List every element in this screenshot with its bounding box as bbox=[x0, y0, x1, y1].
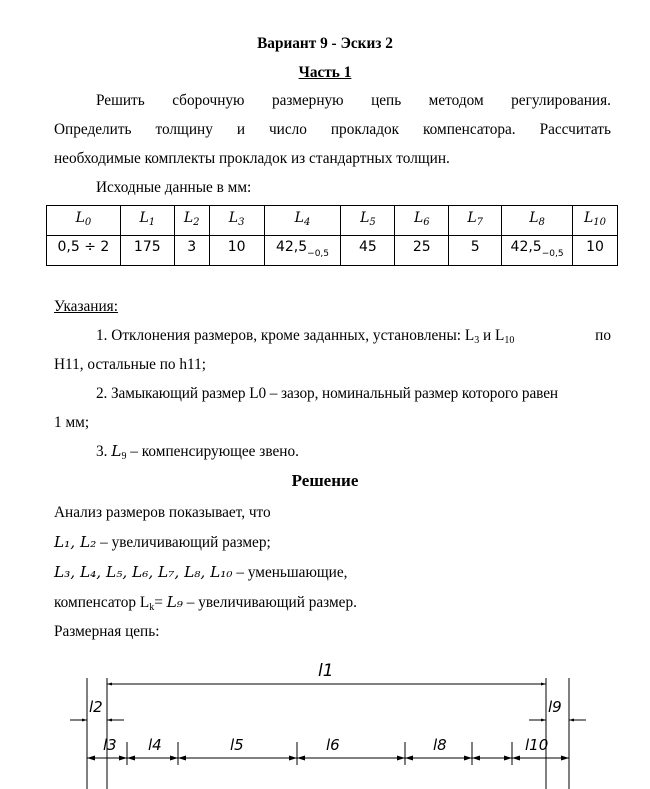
table-value-cell bbox=[573, 236, 618, 266]
instructions-heading: Указания: bbox=[54, 298, 118, 315]
task-line-1-word: цепь bbox=[371, 92, 402, 109]
header-symbol: L bbox=[413, 210, 424, 226]
header-subscript: 5 bbox=[369, 217, 376, 228]
task-line-2-word: Рассчитать bbox=[539, 121, 611, 138]
header-subscript: 7 bbox=[476, 217, 483, 228]
task-line-2 bbox=[54, 120, 611, 139]
header-subscript: 1 bbox=[148, 217, 156, 228]
data-intro: Исходные данные в мм: bbox=[96, 179, 252, 196]
instruction-1-part-b: и L bbox=[479, 327, 505, 344]
task-line-1-word: Решить bbox=[96, 92, 145, 109]
compensator-symbol: L₉ bbox=[166, 593, 183, 611]
instruction-1-line-2: H11, остальные по h11; bbox=[54, 356, 207, 373]
compensator-line bbox=[54, 593, 357, 617]
decreasing-symbols: L₃, L₄, L₅, L₆, L₇, L₈, L₁₀ bbox=[54, 563, 233, 581]
task-line-1-word: размерную bbox=[271, 92, 344, 109]
value-main: 42,5 bbox=[510, 239, 542, 255]
header-symbol: L bbox=[529, 210, 539, 226]
table-header-cell bbox=[395, 206, 449, 236]
header-subscript: 6 bbox=[423, 217, 430, 228]
instruction-1-part-a: 1. Отклонения размеров, кроме заданных, установлены: L bbox=[96, 327, 475, 344]
instruction-1-text bbox=[96, 326, 514, 350]
header-subscript: 2 bbox=[193, 217, 200, 228]
header-subscript: 0 bbox=[84, 217, 92, 228]
value-main: 45 bbox=[358, 239, 377, 255]
value-main: 10 bbox=[227, 239, 246, 255]
header-subscript: 8 bbox=[538, 217, 545, 228]
value-main: 42,5 bbox=[275, 239, 308, 255]
instruction-3-symbol: L bbox=[111, 442, 122, 460]
analysis-text: Анализ размеров показывает, что bbox=[54, 504, 271, 521]
table-value-cell bbox=[395, 236, 449, 266]
table-values-row bbox=[47, 236, 618, 266]
table-header-cell bbox=[502, 206, 573, 236]
instruction-2-line-1: 2. Замыкающий размер L0 – зазор, номинальный размер которого равен bbox=[96, 385, 558, 402]
header-symbol: L bbox=[75, 210, 85, 226]
solution-heading: Решение bbox=[291, 471, 359, 490]
instruction-3-prefix: 3. bbox=[96, 443, 112, 460]
task-line-1-word: сборочную bbox=[172, 92, 245, 109]
table-value-cell bbox=[174, 236, 209, 266]
header-symbol: L bbox=[228, 210, 239, 226]
instruction-1-sub-2: 10 bbox=[504, 335, 515, 346]
header-symbol: L bbox=[584, 210, 594, 226]
header-symbol: L bbox=[467, 210, 477, 226]
table-header-cell bbox=[120, 206, 174, 236]
value-main: 5 bbox=[470, 239, 480, 255]
increasing-text: – увеличивающий размер; bbox=[96, 534, 271, 551]
value-main: 0,5 ÷ 2 bbox=[57, 239, 110, 255]
decreasing-line bbox=[54, 563, 347, 582]
instruction-1-line-1 bbox=[96, 326, 611, 350]
part-title: Часть 1 bbox=[298, 64, 352, 81]
header-symbol: L bbox=[360, 210, 370, 226]
compensator-text-c: – увеличивающий размер. bbox=[182, 594, 357, 611]
table-header-cell bbox=[341, 206, 395, 236]
increasing-symbols: L₁, L₂ bbox=[54, 533, 97, 551]
value-tolerance: −0,5 bbox=[541, 249, 564, 259]
header-symbol: L bbox=[183, 210, 194, 226]
task-line-2-word: компенсатора. bbox=[423, 121, 516, 138]
label-l9: l9 bbox=[548, 698, 562, 716]
label-l4: l4 bbox=[148, 736, 162, 754]
task-line-2-word: толщину bbox=[155, 121, 213, 138]
chain-label: Размерная цепь: bbox=[54, 623, 160, 640]
table-value-cell bbox=[264, 236, 341, 266]
value-main: 3 bbox=[187, 239, 197, 255]
compensator-subscript: k bbox=[149, 602, 155, 613]
header-symbol: L bbox=[294, 210, 304, 226]
task-line-2-word: прокладок bbox=[330, 121, 400, 138]
label-l10: l10 bbox=[525, 736, 549, 754]
task-line-3: необходимые комплекты прокладок из стандартных толщин. bbox=[54, 150, 450, 167]
table-value-cell bbox=[341, 236, 395, 266]
variant-title: Вариант 9 - Эскиз 2 bbox=[257, 35, 393, 52]
header-subscript: 4 bbox=[303, 217, 311, 228]
table-value-cell bbox=[502, 236, 573, 266]
compensator-text-a: компенсатор L bbox=[54, 594, 150, 611]
task-line-1 bbox=[96, 91, 611, 110]
value-tolerance: −0,5 bbox=[307, 249, 330, 259]
table-header-cell bbox=[209, 206, 264, 236]
decreasing-text: – уменьшающие, bbox=[232, 564, 348, 581]
table-header-row bbox=[47, 206, 618, 236]
table-header-cell bbox=[174, 206, 209, 236]
increasing-line bbox=[54, 533, 271, 552]
task-line-1-word: методом bbox=[428, 92, 484, 109]
label-l5: l5 bbox=[230, 736, 244, 754]
header-symbol: L bbox=[139, 210, 149, 226]
dimension-chain-diagram bbox=[0, 650, 650, 789]
value-main: 25 bbox=[412, 239, 431, 255]
value-main: 175 bbox=[133, 239, 161, 255]
table-value-cell bbox=[209, 236, 264, 266]
value-main: 10 bbox=[586, 239, 604, 255]
table-header-cell bbox=[264, 206, 341, 236]
table-value-cell bbox=[47, 236, 121, 266]
label-l2: l2 bbox=[89, 698, 103, 716]
task-line-2-word: число bbox=[268, 121, 307, 138]
table-header-cell bbox=[573, 206, 618, 236]
instruction-1-part-c: по bbox=[595, 327, 611, 344]
table-value-cell bbox=[449, 236, 502, 266]
input-data-table bbox=[46, 205, 618, 266]
label-l6: l6 bbox=[326, 736, 340, 754]
table-value-cell bbox=[120, 236, 174, 266]
task-line-2-word: и bbox=[236, 121, 245, 138]
task-line-1-word: регулирования. bbox=[511, 92, 611, 109]
instruction-1-sub-1: 3 bbox=[474, 335, 480, 346]
instruction-3-subscript: 9 bbox=[121, 451, 127, 462]
table-header-cell bbox=[47, 206, 121, 236]
task-line-2-word: Определить bbox=[54, 121, 132, 138]
label-l8: l8 bbox=[433, 736, 447, 754]
label-l3: l3 bbox=[103, 736, 117, 754]
instruction-2-line-2: 1 мм; bbox=[54, 414, 90, 431]
header-subscript: 10 bbox=[593, 217, 607, 228]
label-l1: l1 bbox=[318, 661, 334, 681]
instruction-3 bbox=[96, 442, 299, 466]
instruction-3-text: – компенсирующее звено. bbox=[126, 443, 299, 460]
header-subscript: 3 bbox=[238, 217, 245, 228]
compensator-text-b: = bbox=[154, 594, 167, 611]
table-header-cell bbox=[449, 206, 502, 236]
